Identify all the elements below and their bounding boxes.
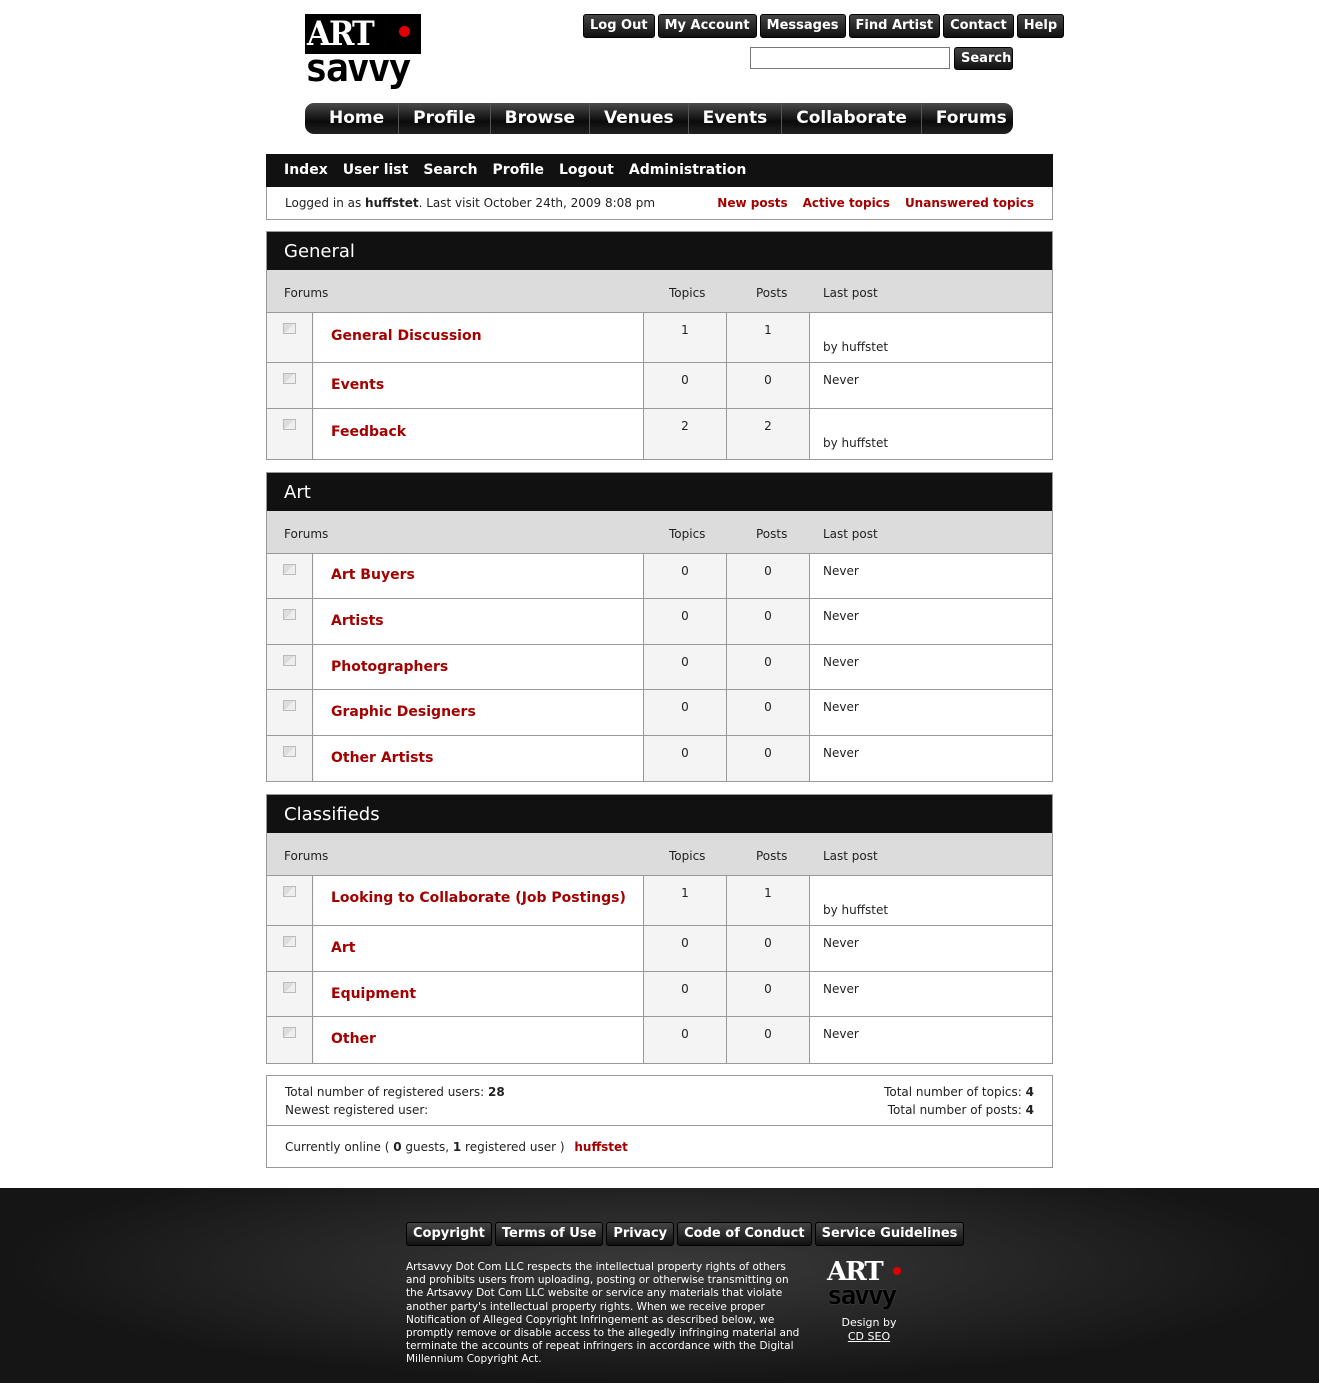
forum-status-icon bbox=[283, 886, 296, 897]
help-button[interactable]: Help bbox=[1017, 14, 1064, 38]
forum-status-icon bbox=[283, 700, 296, 711]
col-forums: Forums bbox=[284, 286, 329, 300]
last-post-link[interactable]: October 21st, 2009 3:43 pm bbox=[823, 323, 1013, 337]
last-post-link[interactable]: October 21st, 2009 7:11 pm bbox=[823, 419, 1013, 433]
footer-links bbox=[406, 1222, 964, 1246]
col-topics: Topics bbox=[669, 849, 706, 863]
stat-label: Total number of topics: bbox=[884, 1085, 1026, 1099]
topics-count: 0 bbox=[681, 936, 689, 950]
forum-row bbox=[267, 363, 1052, 409]
posts-count: 1 bbox=[764, 886, 772, 900]
footer-terms-link[interactable]: Terms of Use bbox=[495, 1222, 603, 1246]
forum-row bbox=[267, 599, 1052, 645]
last-post-author: by huffstet bbox=[823, 903, 889, 917]
posts-count: 2 bbox=[764, 419, 772, 433]
last-post-author: by huffstet bbox=[823, 340, 889, 354]
stat-label: Total number of posts: bbox=[887, 1103, 1026, 1117]
col-last-post: Last post bbox=[823, 527, 878, 541]
forum-link[interactable]: Feedback bbox=[331, 424, 407, 440]
posts-count: 0 bbox=[764, 936, 772, 950]
topics-count: 1 bbox=[681, 323, 689, 337]
category-general bbox=[266, 231, 1053, 460]
last-post-link[interactable]: October 22nd, 2009 2:54 pm bbox=[823, 886, 1017, 900]
nav-browse[interactable]: Browse bbox=[491, 103, 590, 134]
forum-status-icon bbox=[283, 323, 296, 334]
login-status bbox=[285, 196, 655, 210]
category-classifieds bbox=[266, 794, 1053, 1064]
stat-value: 4 bbox=[1025, 1085, 1034, 1099]
nav-venues[interactable]: Venues bbox=[590, 103, 689, 134]
posts-count: 0 bbox=[764, 982, 772, 996]
forum-status-icon bbox=[283, 373, 296, 384]
topics-count: 0 bbox=[681, 982, 689, 996]
category-title: Art bbox=[267, 473, 1052, 511]
online-user-link[interactable]: huffstet bbox=[574, 1140, 628, 1154]
last-post-never: Never bbox=[823, 373, 859, 387]
my-account-button[interactable]: My Account bbox=[658, 14, 757, 38]
forum-status-icon bbox=[283, 936, 296, 947]
footer-service-guidelines-link[interactable]: Service Guidelines bbox=[815, 1222, 965, 1246]
posts-count: 0 bbox=[764, 746, 772, 760]
guests-count: 0 bbox=[393, 1140, 402, 1154]
forum-status-icon bbox=[283, 1027, 296, 1038]
footer-copyright-link[interactable]: Copyright bbox=[406, 1222, 492, 1246]
forum-link[interactable]: Art Buyers bbox=[331, 567, 415, 583]
forum-link[interactable]: Other Artists bbox=[331, 750, 434, 766]
nav-profile[interactable]: Profile bbox=[399, 103, 490, 134]
stats-divider bbox=[267, 1125, 1052, 1126]
last-post-never: Never bbox=[823, 564, 859, 578]
last-post-never: Never bbox=[823, 700, 859, 714]
forum-link[interactable]: Artists bbox=[331, 613, 384, 629]
forum-link[interactable]: General Discussion bbox=[331, 328, 482, 344]
forum-link[interactable]: Photographers bbox=[331, 659, 449, 675]
nav-events[interactable]: Events bbox=[689, 103, 783, 134]
column-headers bbox=[267, 270, 1052, 313]
forum-status-icon bbox=[283, 609, 296, 620]
last-post-never: Never bbox=[823, 936, 859, 950]
posts-count: 1 bbox=[764, 323, 772, 337]
forum-nav bbox=[266, 154, 1053, 187]
forum-link[interactable]: Equipment bbox=[331, 986, 417, 1002]
forum-nav-profile[interactable]: Profile bbox=[492, 162, 545, 178]
footer-logo-text-top: ART bbox=[827, 1257, 882, 1287]
last-post-never: Never bbox=[823, 982, 859, 996]
nav-forums[interactable]: Forums bbox=[935, 108, 1007, 128]
footer-privacy-link[interactable]: Privacy bbox=[606, 1222, 674, 1246]
topics-count: 1 bbox=[681, 886, 689, 900]
forum-status-icon bbox=[283, 655, 296, 666]
posts-count: 0 bbox=[764, 655, 772, 669]
posts-count: 0 bbox=[764, 700, 772, 714]
last-post-never: Never bbox=[823, 746, 859, 760]
logo-text-top: ART bbox=[307, 14, 374, 54]
guests-label: guests, bbox=[401, 1140, 453, 1154]
forum-nav-search[interactable]: Search bbox=[423, 162, 478, 178]
design-credit bbox=[815, 1316, 923, 1344]
category-title: General bbox=[267, 232, 1052, 270]
posts-count: 0 bbox=[764, 564, 772, 578]
site-search-input[interactable] bbox=[750, 47, 950, 69]
forum-status-icon bbox=[283, 419, 296, 430]
stat-value: 4 bbox=[1025, 1103, 1034, 1117]
col-posts: Posts bbox=[756, 286, 788, 300]
col-forums: Forums bbox=[284, 527, 329, 541]
design-by-label: Design by bbox=[841, 1316, 897, 1329]
col-forums: Forums bbox=[284, 849, 329, 863]
login-prefix: Logged in as bbox=[285, 196, 366, 210]
forum-row bbox=[267, 690, 1052, 736]
forum-link[interactable]: Events bbox=[331, 377, 385, 393]
active-topics-link[interactable]: Active topics bbox=[802, 196, 890, 210]
forum-row bbox=[267, 645, 1052, 690]
forum-status-icon bbox=[283, 746, 296, 757]
forum-row bbox=[267, 972, 1052, 1017]
last-post-never: Never bbox=[823, 609, 859, 623]
forum-row bbox=[267, 409, 1052, 459]
forum-row bbox=[267, 736, 1052, 781]
column-headers bbox=[267, 511, 1052, 554]
forum-row bbox=[267, 1017, 1052, 1063]
col-topics: Topics bbox=[669, 527, 706, 541]
forum-nav-logout[interactable]: Logout bbox=[559, 162, 614, 178]
category-title: Classifieds bbox=[267, 795, 1052, 833]
nav-home[interactable]: Home bbox=[315, 103, 399, 134]
login-username: huffstet bbox=[365, 196, 419, 210]
forum-row bbox=[267, 876, 1052, 926]
forum-nav-index[interactable]: Index bbox=[284, 162, 328, 178]
site-logo[interactable] bbox=[305, 14, 421, 90]
main-nav bbox=[305, 103, 1013, 134]
copyright-notice: Artsavvy Dot Com LLC respects the intellectual property rights of others and prohibits users from uploading, posting or otherwise transmitting on the Artsavvy Dot Com LLC website or service any materials that violate another party's intellectual property rights. When we receive proper Notification of Alleged Copyright Infringement as described below, we promptly remove or disable access to the allegedly infringing material and terminate the accounts of repeat infringers in accordance with the Digital Millennium Copyright Act. bbox=[406, 1261, 800, 1366]
online-status bbox=[285, 1140, 628, 1154]
footer-code-of-conduct-link[interactable]: Code of Conduct bbox=[677, 1222, 811, 1246]
col-posts: Posts bbox=[756, 849, 788, 863]
logo-dot-icon bbox=[399, 26, 410, 37]
forum-status-icon bbox=[283, 564, 296, 575]
new-posts-link[interactable]: New posts bbox=[717, 196, 788, 210]
forum-row bbox=[267, 926, 1052, 972]
registered-label: registered user ) bbox=[461, 1140, 565, 1154]
topics-count: 0 bbox=[681, 373, 689, 387]
forum-link[interactable]: Graphic Designers bbox=[331, 704, 476, 720]
site-search-button[interactable]: Search bbox=[954, 47, 1013, 70]
registered-users-stat bbox=[285, 1085, 505, 1099]
forum-nav-administration[interactable]: Administration bbox=[628, 162, 747, 178]
forum-link[interactable]: Looking to Collaborate (Job Postings) bbox=[331, 890, 626, 906]
total-topics-stat bbox=[884, 1085, 1034, 1099]
last-post-author: by huffstet bbox=[823, 436, 889, 450]
topics-count: 0 bbox=[681, 1027, 689, 1041]
status-links bbox=[717, 196, 1034, 210]
online-prefix: Currently online ( bbox=[285, 1140, 394, 1154]
logout-button[interactable]: Log Out bbox=[583, 14, 655, 38]
unanswered-topics-link[interactable]: Unanswered topics bbox=[904, 196, 1034, 210]
forum-row bbox=[267, 313, 1052, 363]
topics-count: 2 bbox=[681, 419, 689, 433]
forum-link[interactable]: Art bbox=[331, 940, 356, 956]
stat-label: Total number of registered users: bbox=[285, 1085, 488, 1099]
newest-user-label: Newest registered user: bbox=[285, 1103, 429, 1117]
find-artist-button[interactable]: Find Artist bbox=[849, 14, 941, 38]
last-post-never: Never bbox=[823, 1027, 859, 1041]
posts-count: 0 bbox=[764, 1027, 772, 1041]
total-posts-stat bbox=[888, 1103, 1034, 1117]
status-bar bbox=[266, 187, 1053, 220]
topics-count: 0 bbox=[681, 700, 689, 714]
footer-logo-dot-icon bbox=[893, 1267, 901, 1275]
forum-nav-user-list[interactable]: User list bbox=[342, 162, 409, 178]
posts-count: 0 bbox=[764, 373, 772, 387]
topics-count: 0 bbox=[681, 609, 689, 623]
last-visit: . Last visit October 24th, 2009 8:08 pm bbox=[418, 196, 656, 210]
category-art bbox=[266, 472, 1053, 782]
footer-logo-text-bottom: savvy bbox=[827, 1281, 896, 1311]
registered-count: 1 bbox=[452, 1140, 462, 1154]
messages-button[interactable]: Messages bbox=[760, 14, 846, 38]
footer-logo bbox=[827, 1258, 911, 1314]
column-headers bbox=[267, 833, 1052, 876]
col-last-post: Last post bbox=[823, 849, 878, 863]
stat-value: 28 bbox=[487, 1085, 505, 1099]
topics-count: 0 bbox=[681, 564, 689, 578]
posts-count: 0 bbox=[764, 609, 772, 623]
col-posts: Posts bbox=[756, 527, 788, 541]
nav-collaborate[interactable]: Collaborate bbox=[782, 103, 922, 134]
forum-link[interactable]: Other bbox=[331, 1031, 376, 1047]
forum-row bbox=[267, 554, 1052, 599]
contact-button[interactable]: Contact bbox=[943, 14, 1014, 38]
top-utility-links bbox=[583, 14, 1064, 38]
col-last-post: Last post bbox=[823, 286, 878, 300]
forum-status-icon bbox=[283, 982, 296, 993]
topics-count: 0 bbox=[681, 746, 689, 760]
designer-link[interactable]: CD SEO bbox=[847, 1330, 891, 1343]
logo-text-bottom: savvy bbox=[305, 46, 410, 90]
board-stats bbox=[266, 1075, 1053, 1168]
col-topics: Topics bbox=[669, 286, 706, 300]
last-post-never: Never bbox=[823, 655, 859, 669]
site-footer bbox=[0, 1188, 1319, 1383]
topics-count: 0 bbox=[681, 655, 689, 669]
